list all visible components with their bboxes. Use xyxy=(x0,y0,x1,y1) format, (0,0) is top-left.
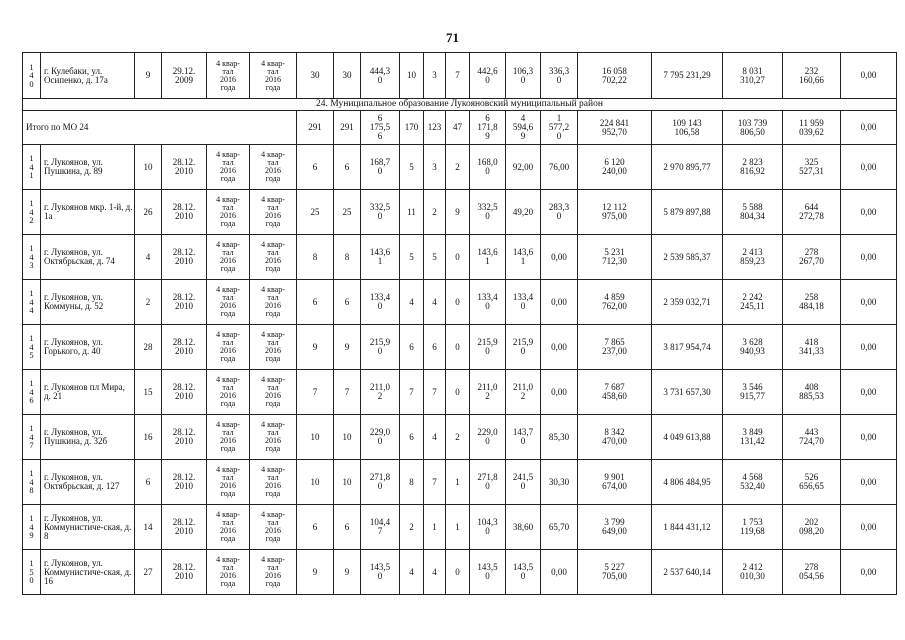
cell: 3 628 940,93 xyxy=(723,325,783,370)
address-cell: г. Лукоянов, ул. Пушкина, д. 89 xyxy=(41,145,135,190)
quarter-cell: 4 квар- тал 2016 года xyxy=(207,505,250,550)
cell: 3 546 915,77 xyxy=(723,370,783,415)
cell: 1 844 431,12 xyxy=(652,505,723,550)
table-row xyxy=(23,325,897,370)
cell: 1 xyxy=(446,460,470,505)
cell: 6 xyxy=(135,460,162,505)
cell: 6 xyxy=(424,325,446,370)
row-number: 1 4 9 xyxy=(23,505,41,550)
cell: 229,0 0 xyxy=(470,415,506,460)
cell: 444,3 0 xyxy=(361,53,400,99)
row-number: 1 4 4 xyxy=(23,280,41,325)
cell: 6 xyxy=(334,145,361,190)
cell: 109 143 106,58 xyxy=(652,111,723,145)
cell: 143,6 1 xyxy=(470,235,506,280)
cell: 30,30 xyxy=(541,460,578,505)
cell: 2 539 585,37 xyxy=(652,235,723,280)
cell: 168,0 0 xyxy=(470,145,506,190)
cell: 6 xyxy=(297,280,334,325)
cell: 30 xyxy=(297,53,334,99)
cell: 49,20 xyxy=(506,190,541,235)
cell: 5 xyxy=(400,145,424,190)
table-row xyxy=(23,505,897,550)
cell: 2 xyxy=(135,280,162,325)
row-number: 1 4 8 xyxy=(23,460,41,505)
date-cell: 28.12. 2010 xyxy=(162,460,207,505)
address-cell: г. Кулебаки, ул. Осипенко, д. 17а xyxy=(41,53,135,99)
cell: 0 xyxy=(446,235,470,280)
table-row xyxy=(23,190,897,235)
quarter-cell: 4 квар- тал 2016 года xyxy=(250,145,297,190)
cell: 168,7 0 xyxy=(361,145,400,190)
cell: 28 xyxy=(135,325,162,370)
date-cell: 28.12. 2010 xyxy=(162,550,207,595)
cell: 278 054,56 xyxy=(783,550,841,595)
table-row xyxy=(23,415,897,460)
cell: 0,00 xyxy=(841,505,897,550)
cell: 0,00 xyxy=(541,280,578,325)
cell: 7 xyxy=(424,370,446,415)
cell: 4 568 532,40 xyxy=(723,460,783,505)
cell: 2 537 640,14 xyxy=(652,550,723,595)
date-cell: 28.12. 2010 xyxy=(162,505,207,550)
row-number: 1 4 3 xyxy=(23,235,41,280)
cell: 229,0 0 xyxy=(361,415,400,460)
table-body xyxy=(23,53,897,595)
cell: 76,00 xyxy=(541,145,578,190)
cell: 7 xyxy=(400,370,424,415)
cell: 7 xyxy=(424,460,446,505)
date-cell: 28.12. 2010 xyxy=(162,325,207,370)
cell: 4 xyxy=(135,235,162,280)
cell: 16 xyxy=(135,415,162,460)
cell: 241,5 0 xyxy=(506,460,541,505)
cell: 2 970 895,77 xyxy=(652,145,723,190)
section-header-row xyxy=(23,99,897,111)
quarter-cell: 4 квар- тал 2016 года xyxy=(250,460,297,505)
cell: 4 xyxy=(424,550,446,595)
cell: 6 175,5 6 xyxy=(361,111,400,145)
cell: 332,5 0 xyxy=(361,190,400,235)
cell: 5 227 705,00 xyxy=(578,550,652,595)
cell: 10 xyxy=(297,415,334,460)
cell: 2 xyxy=(424,190,446,235)
cell: 8 xyxy=(400,460,424,505)
cell: 8 xyxy=(334,235,361,280)
cell: 9 xyxy=(334,325,361,370)
cell: 0,00 xyxy=(841,550,897,595)
cell: 442,6 0 xyxy=(470,53,506,99)
cell: 10 xyxy=(400,53,424,99)
table-row xyxy=(23,235,897,280)
cell: 291 xyxy=(334,111,361,145)
address-cell: г. Лукоянов мкр. 1-й, д. 1а xyxy=(41,190,135,235)
cell: 8 xyxy=(297,235,334,280)
cell: 104,4 7 xyxy=(361,505,400,550)
total-label: Итого по МО 24 xyxy=(23,111,297,145)
cell: 143,5 0 xyxy=(506,550,541,595)
address-cell: г. Лукоянов, ул. Горького, д. 40 xyxy=(41,325,135,370)
cell: 143,5 0 xyxy=(361,550,400,595)
cell: 215,9 0 xyxy=(361,325,400,370)
cell: 0,00 xyxy=(841,415,897,460)
date-cell: 28.12. 2010 xyxy=(162,235,207,280)
cell: 9 901 674,00 xyxy=(578,460,652,505)
cell: 3 xyxy=(424,53,446,99)
cell: 2 242 245,11 xyxy=(723,280,783,325)
cell: 7 xyxy=(446,53,470,99)
cell: 143,7 0 xyxy=(506,415,541,460)
cell: 30 xyxy=(334,53,361,99)
cell: 2 413 859,23 xyxy=(723,235,783,280)
date-cell: 28.12. 2010 xyxy=(162,415,207,460)
cell: 0,00 xyxy=(841,460,897,505)
cell: 443 724,70 xyxy=(783,415,841,460)
cell: 8 342 470,00 xyxy=(578,415,652,460)
cell: 0,00 xyxy=(841,53,897,99)
cell: 278 267,70 xyxy=(783,235,841,280)
cell: 6 xyxy=(297,145,334,190)
cell: 4 859 762,00 xyxy=(578,280,652,325)
quarter-cell: 4 квар- тал 2016 года xyxy=(207,235,250,280)
table-row xyxy=(23,53,897,99)
cell: 644 272,78 xyxy=(783,190,841,235)
quarter-cell: 4 квар- тал 2016 года xyxy=(250,415,297,460)
cell: 7 865 237,00 xyxy=(578,325,652,370)
cell: 6 xyxy=(334,280,361,325)
cell: 4 xyxy=(424,280,446,325)
cell: 258 484,18 xyxy=(783,280,841,325)
row-number: 1 4 2 xyxy=(23,190,41,235)
cell: 170 xyxy=(400,111,424,145)
date-cell: 29.12. 2009 xyxy=(162,53,207,99)
cell: 2 xyxy=(400,505,424,550)
cell: 2 412 010,30 xyxy=(723,550,783,595)
quarter-cell: 4 квар- тал 2016 года xyxy=(207,190,250,235)
cell: 5 xyxy=(424,235,446,280)
cell: 0 xyxy=(446,325,470,370)
cell: 0,00 xyxy=(841,280,897,325)
cell: 15 xyxy=(135,370,162,415)
quarter-cell: 4 квар- тал 2016 года xyxy=(207,370,250,415)
cell: 9 xyxy=(334,550,361,595)
quarter-cell: 4 квар- тал 2016 года xyxy=(207,460,250,505)
cell: 1 xyxy=(446,505,470,550)
cell: 0 xyxy=(446,280,470,325)
cell: 2 823 816,92 xyxy=(723,145,783,190)
cell: 211,0 2 xyxy=(470,370,506,415)
cell: 6 xyxy=(400,325,424,370)
cell: 25 xyxy=(334,190,361,235)
address-cell: г. Лукоянов, ул. Коммуны, д. 52 xyxy=(41,280,135,325)
cell: 143,5 0 xyxy=(470,550,506,595)
quarter-cell: 4 квар- тал 2016 года xyxy=(250,325,297,370)
address-cell: г. Лукоянов, ул. Октябрьская, д. 127 xyxy=(41,460,135,505)
cell: 3 849 131,42 xyxy=(723,415,783,460)
cell: 9 xyxy=(297,325,334,370)
cell: 2 359 032,71 xyxy=(652,280,723,325)
cell: 0 xyxy=(446,370,470,415)
quarter-cell: 4 квар- тал 2016 года xyxy=(250,190,297,235)
row-number: 1 4 6 xyxy=(23,370,41,415)
cell: 47 xyxy=(446,111,470,145)
row-number: 1 4 7 xyxy=(23,415,41,460)
total-row xyxy=(23,111,897,145)
cell: 10 xyxy=(334,415,361,460)
cell: 0,00 xyxy=(541,370,578,415)
cell: 14 xyxy=(135,505,162,550)
cell: 4 049 613,88 xyxy=(652,415,723,460)
cell: 0,00 xyxy=(841,325,897,370)
cell: 9 xyxy=(135,53,162,99)
address-cell: г. Лукоянов, ул. Коммунистиче-ская, д. 16 xyxy=(41,550,135,595)
cell: 3 817 954,74 xyxy=(652,325,723,370)
quarter-cell: 4 квар- тал 2016 года xyxy=(250,370,297,415)
cell: 211,0 2 xyxy=(361,370,400,415)
cell: 7 795 231,29 xyxy=(652,53,723,99)
cell: 16 058 702,22 xyxy=(578,53,652,99)
cell: 271,8 0 xyxy=(361,460,400,505)
date-cell: 28.12. 2010 xyxy=(162,145,207,190)
page-number: 71 xyxy=(446,30,459,45)
cell: 7 xyxy=(334,370,361,415)
quarter-cell: 4 квар- тал 2016 года xyxy=(207,280,250,325)
address-cell: г. Лукоянов, ул. Октябрьская, д. 74 xyxy=(41,235,135,280)
cell: 104,3 0 xyxy=(470,505,506,550)
cell: 418 341,33 xyxy=(783,325,841,370)
cell: 0,00 xyxy=(841,111,897,145)
cell: 1 xyxy=(424,505,446,550)
date-cell: 28.12. 2010 xyxy=(162,190,207,235)
quarter-cell: 4 квар- тал 2016 года xyxy=(207,325,250,370)
cell: 4 xyxy=(400,280,424,325)
cell: 103 739 806,50 xyxy=(723,111,783,145)
cell: 283,3 0 xyxy=(541,190,578,235)
cell: 2 xyxy=(446,145,470,190)
cell: 65,70 xyxy=(541,505,578,550)
address-cell: г. Лукоянов, ул. Пушкина, д. 32б xyxy=(41,415,135,460)
cell: 133,4 0 xyxy=(470,280,506,325)
cell: 5 588 804,34 xyxy=(723,190,783,235)
quarter-cell: 4 квар- тал 2016 года xyxy=(250,550,297,595)
cell: 211,0 2 xyxy=(506,370,541,415)
row-number: 1 4 1 xyxy=(23,145,41,190)
cell: 271,8 0 xyxy=(470,460,506,505)
cell: 4 xyxy=(400,550,424,595)
address-cell: г. Лукоянов, ул. Коммунистиче-ская, д. 8 xyxy=(41,505,135,550)
cell: 38,60 xyxy=(506,505,541,550)
cell: 0,00 xyxy=(541,235,578,280)
cell: 0 xyxy=(446,550,470,595)
cell: 6 120 240,00 xyxy=(578,145,652,190)
cell: 336,3 0 xyxy=(541,53,578,99)
cell: 92,00 xyxy=(506,145,541,190)
table-row xyxy=(23,460,897,505)
quarter-cell: 4 квар- тал 2016 года xyxy=(207,53,250,99)
cell: 0,00 xyxy=(541,550,578,595)
address-cell: г. Лукоянов пл Мира, д. 21 xyxy=(41,370,135,415)
cell: 0,00 xyxy=(841,370,897,415)
quarter-cell: 4 квар- тал 2016 года xyxy=(250,280,297,325)
cell: 5 879 897,88 xyxy=(652,190,723,235)
cell: 85,30 xyxy=(541,415,578,460)
cell: 9 xyxy=(446,190,470,235)
cell: 10 xyxy=(297,460,334,505)
cell: 6 xyxy=(297,505,334,550)
cell: 0,00 xyxy=(841,145,897,190)
cell: 526 656,65 xyxy=(783,460,841,505)
quarter-cell: 4 квар- тал 2016 года xyxy=(250,53,297,99)
table-row xyxy=(23,370,897,415)
cell: 7 xyxy=(297,370,334,415)
cell: 7 687 458,60 xyxy=(578,370,652,415)
cell: 25 xyxy=(297,190,334,235)
cell: 5 xyxy=(400,235,424,280)
cell: 3 xyxy=(424,145,446,190)
cell: 4 594,6 9 xyxy=(506,111,541,145)
cell: 133,4 0 xyxy=(506,280,541,325)
cell: 3 731 657,30 xyxy=(652,370,723,415)
quarter-cell: 4 квар- тал 2016 года xyxy=(207,415,250,460)
cell: 4 xyxy=(424,415,446,460)
cell: 11 xyxy=(400,190,424,235)
cell: 0,00 xyxy=(541,325,578,370)
cell: 2 xyxy=(446,415,470,460)
cell: 106,3 0 xyxy=(506,53,541,99)
table-row xyxy=(23,550,897,595)
row-number: 1 5 0 xyxy=(23,550,41,595)
section-title: 24. Муниципальное образование Лукояновский муниципальный район xyxy=(23,99,897,111)
date-cell: 28.12. 2010 xyxy=(162,370,207,415)
cell: 143,6 1 xyxy=(506,235,541,280)
cell: 133,4 0 xyxy=(361,280,400,325)
quarter-cell: 4 квар- тал 2016 года xyxy=(250,505,297,550)
cell: 325 527,31 xyxy=(783,145,841,190)
cell: 27 xyxy=(135,550,162,595)
cell: 4 806 484,95 xyxy=(652,460,723,505)
table-row xyxy=(23,145,897,190)
cell: 5 231 712,30 xyxy=(578,235,652,280)
quarter-cell: 4 квар- тал 2016 года xyxy=(207,145,250,190)
cell: 1 577,2 0 xyxy=(541,111,578,145)
table-row xyxy=(23,280,897,325)
housing-register-table xyxy=(22,52,897,595)
cell: 202 098,20 xyxy=(783,505,841,550)
cell: 232 160,66 xyxy=(783,53,841,99)
cell: 224 841 952,70 xyxy=(578,111,652,145)
cell: 10 xyxy=(334,460,361,505)
quarter-cell: 4 квар- тал 2016 года xyxy=(250,235,297,280)
cell: 9 xyxy=(297,550,334,595)
cell: 143,6 1 xyxy=(361,235,400,280)
cell: 123 xyxy=(424,111,446,145)
cell: 291 xyxy=(297,111,334,145)
cell: 408 885,53 xyxy=(783,370,841,415)
cell: 6 171,8 9 xyxy=(470,111,506,145)
cell: 3 799 649,00 xyxy=(578,505,652,550)
cell: 11 959 039,62 xyxy=(783,111,841,145)
cell: 215,9 0 xyxy=(470,325,506,370)
cell: 12 112 975,00 xyxy=(578,190,652,235)
cell: 8 031 310,27 xyxy=(723,53,783,99)
cell: 10 xyxy=(135,145,162,190)
cell: 215,9 0 xyxy=(506,325,541,370)
cell: 332,5 0 xyxy=(470,190,506,235)
cell: 0,00 xyxy=(841,190,897,235)
cell: 6 xyxy=(334,505,361,550)
quarter-cell: 4 квар- тал 2016 года xyxy=(207,550,250,595)
row-number: 1 4 0 xyxy=(23,53,41,99)
cell: 0,00 xyxy=(841,235,897,280)
row-number: 1 4 5 xyxy=(23,325,41,370)
cell: 26 xyxy=(135,190,162,235)
cell: 1 753 119,68 xyxy=(723,505,783,550)
cell: 6 xyxy=(400,415,424,460)
date-cell: 28.12. 2010 xyxy=(162,280,207,325)
